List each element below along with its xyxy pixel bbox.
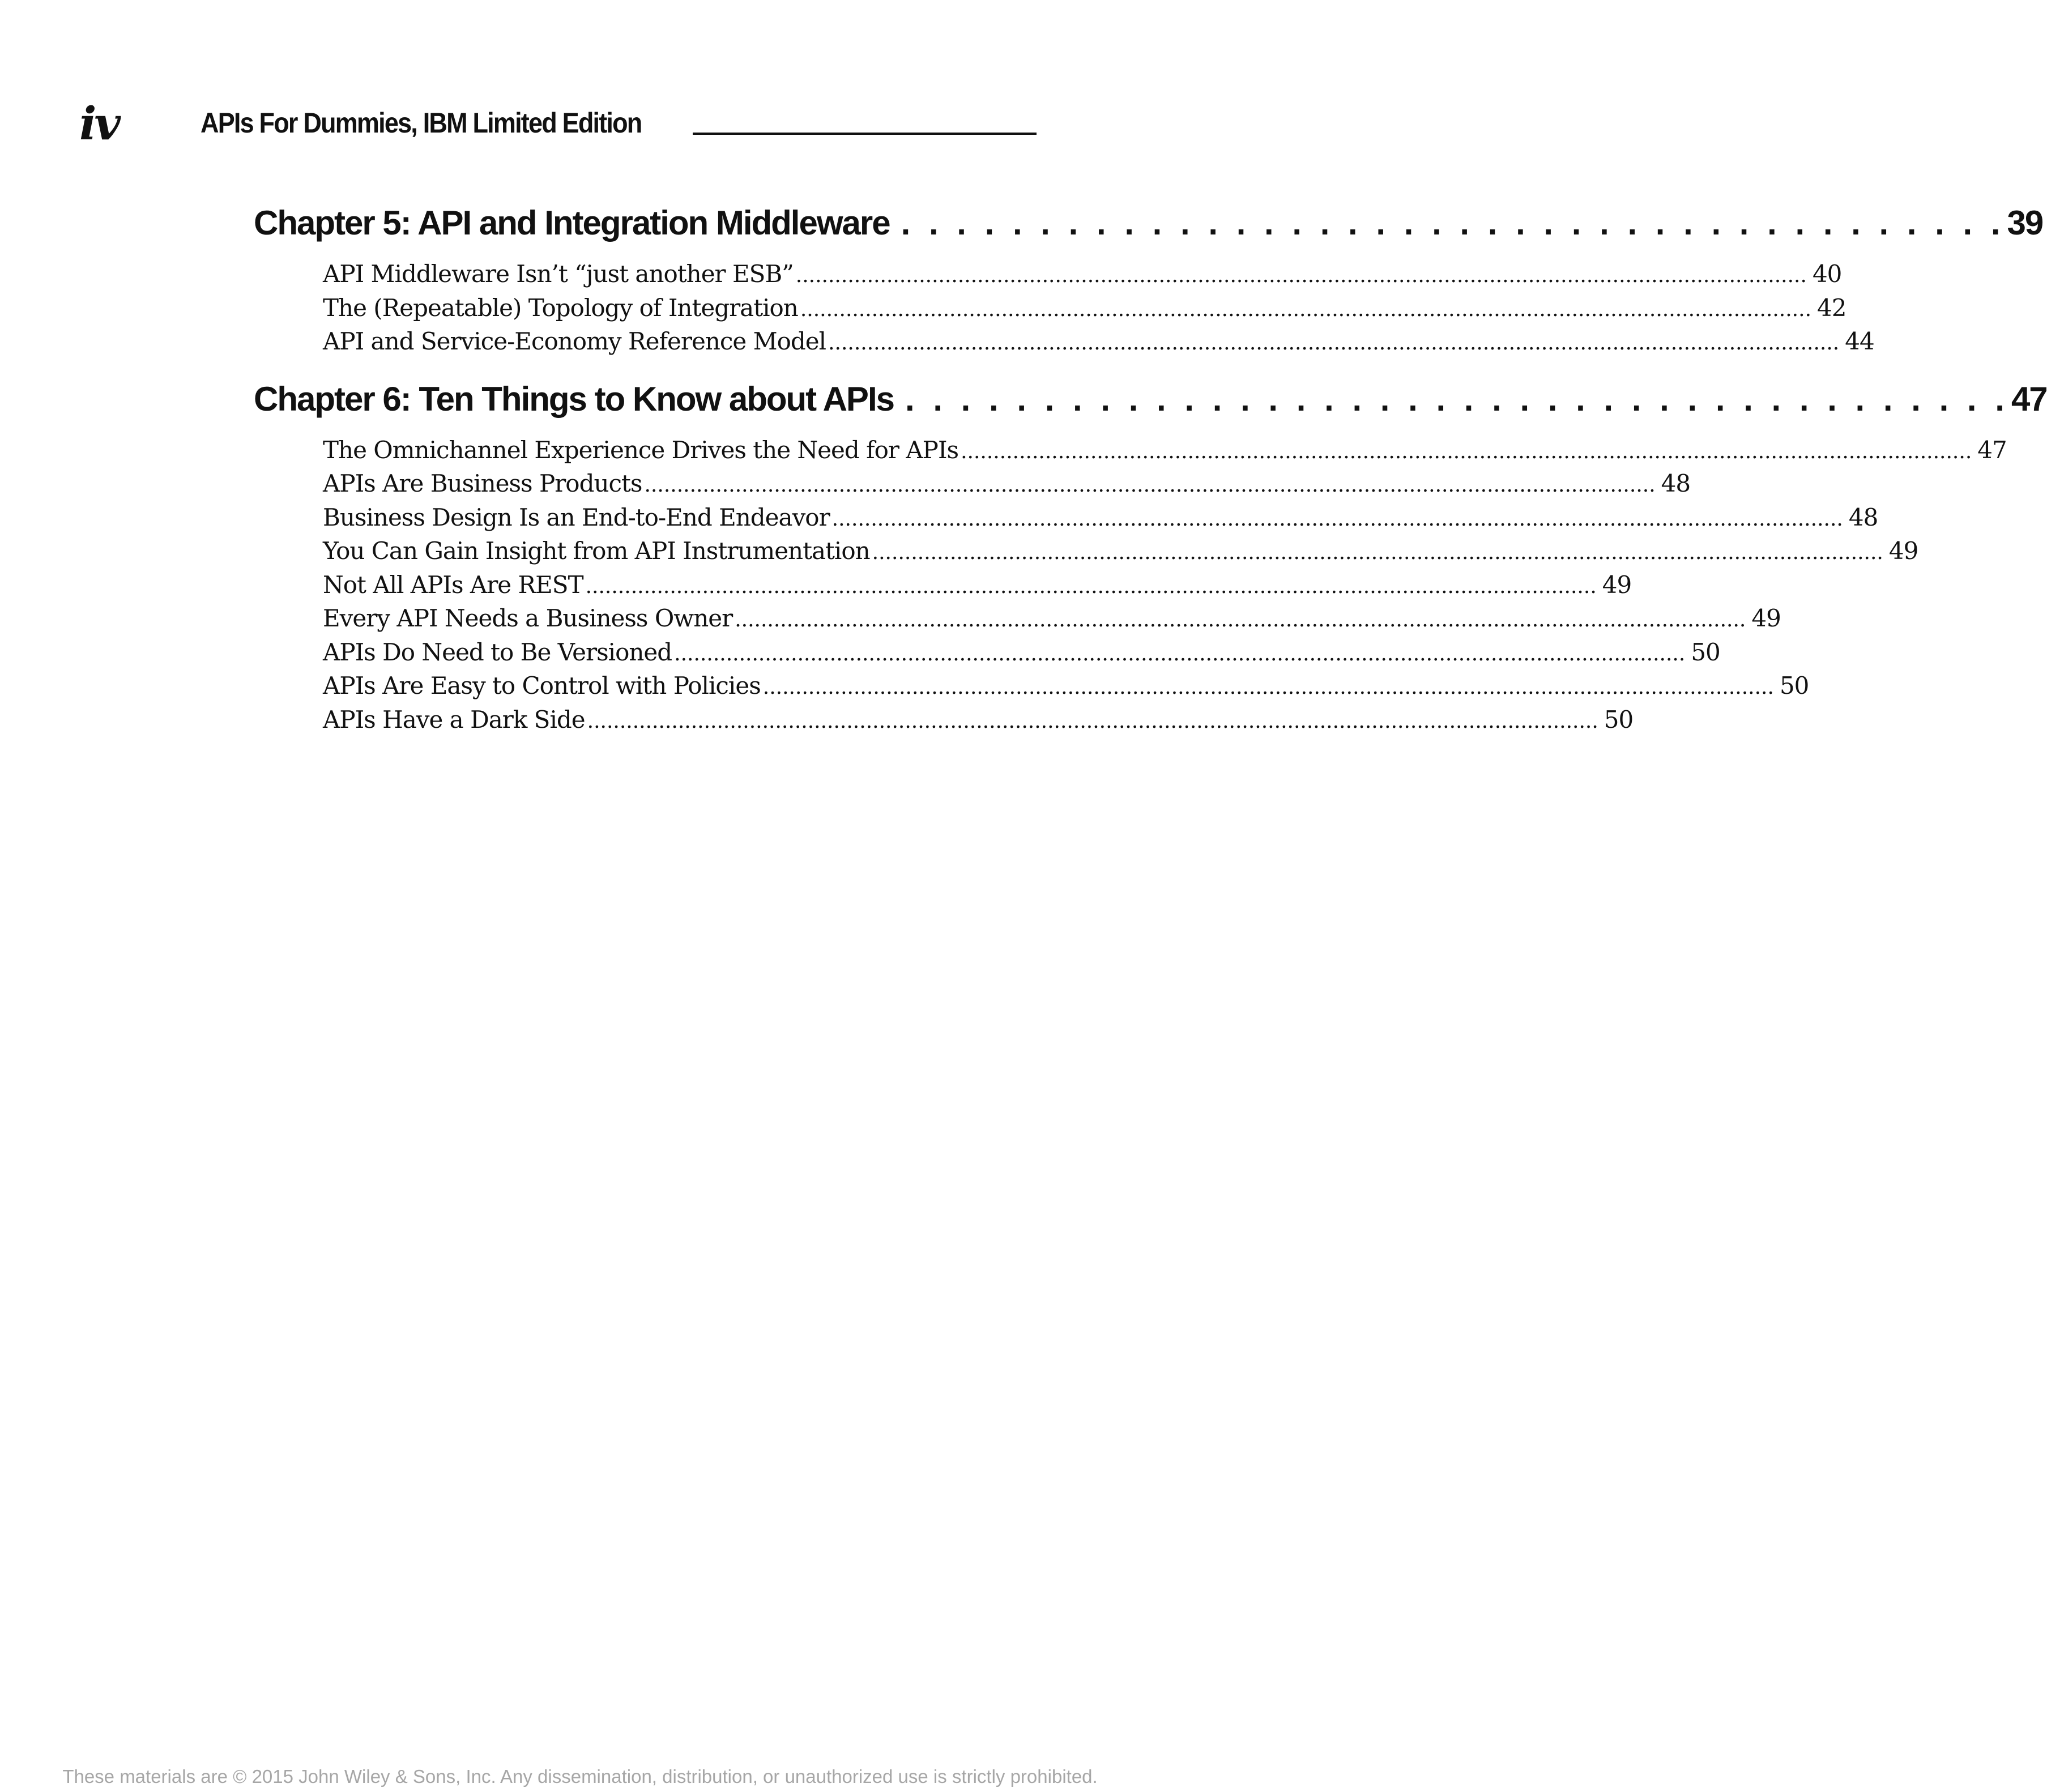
- entry-page: 48: [1848, 503, 1878, 531]
- entry-page: 49: [1602, 570, 1632, 599]
- dot-leader: ............................................................................................................................................................: [795, 264, 1807, 287]
- dot-leader: ............................................................................................................................................................: [828, 331, 1840, 355]
- dot-leader: ............................................................................................................................................................: [831, 507, 1843, 531]
- copyright-footer: These materials are © 2015 John Wiley & Sons, Inc. Any dissemination, distribution, or unauthorized use is strictly prohibited.: [62, 1766, 1098, 1787]
- chapter-page: 47: [2011, 379, 2047, 418]
- entry-title: The (Repeatable) Topology of Integration: [323, 293, 798, 322]
- dot-leader: ............................................................................................................................................................: [644, 473, 1656, 497]
- entry-page: 50: [1691, 638, 1720, 666]
- chapter-entries: [323, 258, 1874, 360]
- toc-entry[interactable]: [323, 670, 1809, 704]
- chapter-title: Chapter 6: Ten Things to Know about APIs: [254, 379, 894, 418]
- chapter-page: 39: [2007, 204, 2043, 242]
- toc-entry[interactable]: [323, 535, 1918, 569]
- entry-page: 49: [1751, 604, 1781, 632]
- toc-entry[interactable]: [323, 258, 1842, 292]
- table-of-contents: [254, 200, 2047, 754]
- entry-title: Not All APIs Are REST: [323, 570, 583, 599]
- entry-title: The Omnichannel Experience Drives the Need for APIs: [323, 436, 959, 464]
- running-head: [201, 109, 1037, 137]
- entry-title: Business Design Is an End-to-End Endeavor: [323, 503, 830, 531]
- toc-entry[interactable]: [323, 468, 1691, 502]
- dot-leader: ............................................................................................................................................................: [674, 642, 1686, 665]
- toc-entry[interactable]: [323, 326, 1874, 360]
- entry-page: 40: [1812, 260, 1842, 288]
- dot-leader: . . . . . . . . . . . . . . . . . . . . . . . . . . . . . . . . . . . . . . . .: [905, 379, 2009, 418]
- toc-entry[interactable]: [323, 603, 1781, 637]
- entry-title: Every API Needs a Business Owner: [323, 604, 733, 632]
- chapter-title: Chapter 5: API and Integration Middleware: [254, 204, 890, 242]
- toc-entry[interactable]: [323, 502, 1878, 536]
- toc-entry[interactable]: [323, 434, 2007, 468]
- dot-leader: ............................................................................................................................................................: [872, 541, 1883, 564]
- running-title: APIs For Dummies, IBM Limited Edition: [201, 107, 642, 139]
- dot-leader: ............................................................................................................................................................: [800, 297, 1812, 321]
- toc-entry[interactable]: [323, 569, 1632, 603]
- entry-title: APIs Are Business Products: [323, 470, 642, 497]
- entry-page: 47: [1977, 436, 2007, 464]
- entry-page: 48: [1661, 470, 1691, 497]
- entry-page: 44: [1845, 327, 1874, 355]
- toc-chapter[interactable]: [254, 377, 2047, 422]
- dot-leader: ............................................................................................................................................................: [961, 440, 1972, 463]
- entry-title: APIs Are Easy to Control with Policies: [323, 672, 761, 699]
- dot-leader: . . . . . . . . . . . . . . . . . . . . . . . . . . . . . . . . . . . . . . . .: [901, 204, 2005, 242]
- page-number: iv: [79, 97, 118, 150]
- entry-page: 50: [1779, 672, 1809, 699]
- dot-leader: ............................................................................................................................................................: [762, 676, 1774, 699]
- entry-title: APIs Do Need to Be Versioned: [323, 638, 672, 666]
- dot-leader: ............................................................................................................................................................: [585, 574, 1597, 598]
- dot-leader: ............................................................................................................................................................: [735, 608, 1746, 632]
- toc-entry[interactable]: [323, 704, 1634, 738]
- entry-title: You Can Gain Insight from API Instrumentation: [323, 537, 870, 565]
- dot-leader: ............................................................................................................................................................: [587, 709, 1598, 733]
- header-rule: [693, 133, 1037, 135]
- toc-entry[interactable]: [323, 637, 1720, 671]
- entry-page: 50: [1604, 705, 1634, 733]
- toc-chapter[interactable]: [254, 200, 2043, 246]
- entry-page: 42: [1817, 293, 1846, 322]
- entry-title: APIs Have a Dark Side: [323, 705, 585, 733]
- entry-page: 49: [1888, 537, 1918, 565]
- entry-title: API and Service-Economy Reference Model: [323, 327, 826, 355]
- entry-title: API Middleware Isn’t “just another ESB”: [323, 260, 794, 288]
- toc-entry[interactable]: [323, 292, 1846, 326]
- chapter-entries: [323, 434, 2007, 738]
